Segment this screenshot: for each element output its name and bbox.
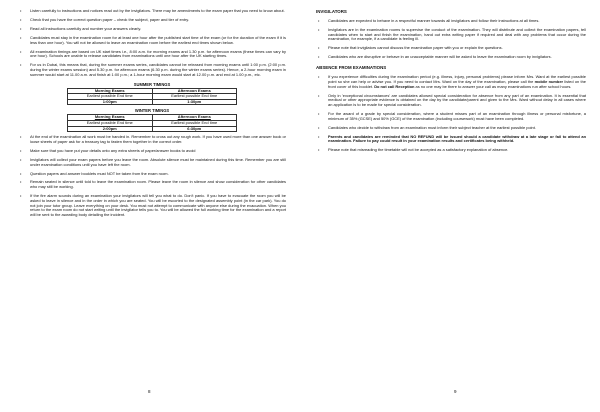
bullet-icon: • <box>20 179 22 185</box>
list-item: • Make sure that you have put your details onto any extra sheets of paper/answer books to avoid <box>20 147 196 153</box>
mobile-number-emphasis: mobile number <box>534 78 564 84</box>
bullet-icon: • <box>20 62 22 68</box>
bullet-icon: • <box>20 25 22 31</box>
bullet-icon: • <box>20 147 22 153</box>
summer-timings-table <box>67 88 237 106</box>
winter-afternoon-time: 6:30pm <box>152 126 237 132</box>
bullet-icon: • <box>318 45 320 51</box>
list-item: • Please note that misreading the timetable will not be accepted as a satisfactory explanation of absence. <box>318 147 509 153</box>
list-item: • Candidates who decide to withdraw from an examination must inform their subject teacher at the earliest possible point. <box>318 124 536 130</box>
bullet-icon: • <box>20 170 22 176</box>
list-item: • For the award of a grade by special consideration, where a student misses part of an examination through illness or personal misfortune, a minimum of 35% (GCSE) and 50% (GCE) of the examination (including coursework) must have been completed. <box>318 110 586 121</box>
bullet-icon: • <box>20 156 22 162</box>
summer-afternoon-header: Afternoon Exams <box>152 88 237 94</box>
list-item: • Candidates who are disruptive or behave in an unacceptable manner will be asked to leave the examination room by invigilators. <box>318 54 552 60</box>
invigilators-heading: INVIGILATORS <box>316 9 347 14</box>
summer-timings-caption: SUMMER TIMINGS <box>133 81 171 87</box>
winter-afternoon-header: Afternoon Exams <box>152 115 237 121</box>
bullet-icon: • <box>20 16 22 22</box>
list-item: • Question papers and answer booklets must NOT be taken from the exam room. <box>20 170 169 176</box>
list-item: • For us in Dubai, this means that, during the summer exams series, candidates cannot be released from morning exams until 1:00 p.m. (2:00 p.m. during the winter exams session) and 5.30 p.m. for afternoon exams (6.30 p.m. during the winter exams series). Hence, a 2-hour morning exam in summer would start at 11.00 a.m. and finish at 1:00 p.m.; a 1-hour morning exam would start at 12.00 p.m. and end at 1.00 p.m., etc. <box>20 62 286 77</box>
rules-list-bottom <box>18 135 286 218</box>
summer-afternoon-subheader: Earliest possible End time <box>152 94 237 100</box>
list-item: • Listen carefully to instructions and notices read out by the invigilators. There may be amendments to the exam paper that you need to know about. <box>20 8 285 13</box>
list-item: • Invigilators are in the examination rooms to supervise the conduct of the examination. They will distribute and collect the examination papers, tell candidates when to start and finish the examination, hand out extra writing paper if required and deal with any problems that occur during the examination, for example, if a candidate is feeling ill. <box>318 26 586 42</box>
page-number-left: 8 <box>148 389 151 394</box>
bullet-icon: • <box>318 147 320 153</box>
list-item: • Please note that invigilators cannot discuss the examination paper with you or explain the questions. <box>318 45 503 51</box>
bullet-icon: • <box>20 8 22 13</box>
refund-notice: Parents and candidates are reminded that NO REFUND will be issued should a candidate withdraw at a late stage or fail to attend an examination. Failure to pay could result in your examination results and certificates being withheld. <box>328 133 586 144</box>
bullet-icon: • <box>20 134 22 140</box>
bullet-icon: • <box>318 18 320 23</box>
list-item: • Candidates must stay in the examination room for at least one hour after the published start time of the exam (or for the duration of the exam if it is less than one hour). You will not be allowed to leave an examination room before the earliest end times shown below. <box>20 34 286 45</box>
list-item: • If the fire alarm sounds during an examination your invigilators will tell you what to do. Don't panic. If you have to evacuate the room you will be asked to leave in silence and in the order in which you are seated. You will be escorted to the designated assembly point (in the car park). You do not join your tutor group. Leave everything on your desk. You must not attempt to communicate with anyone else during the evacuation. When you return to the exam room do not start writing until the invigilator tells you to. You will be allowed the full working time for the examination and a report will be sent to the awarding body detailing the incident. <box>20 193 286 218</box>
summer-afternoon-time: 1:30pm <box>152 99 237 105</box>
list-item: • At the end of the examination all work must be handed in. Remember to cross out any rough work. If you have used more than one answer book or loose sheets of paper ask for a treasury tag to fasten them together in the correct order. <box>20 134 286 144</box>
winter-timings-caption: WINTER TIMINGS <box>134 108 170 114</box>
list-item: • If you experience difficulties during the examination period (e.g. illness, injury, personal problems) please inform Mrs. Ward at the earliest possible point so she can help or advise you. If you need to contact Mrs. Ward on the day of the examination, please call the mobile number listed on the front cover of this booklet. Do not call Reception as no one may be there to answer your call as many examinations run after school hours. <box>318 74 586 89</box>
winter-morning-subheader: Earliest possible End time <box>68 121 153 127</box>
bullet-icon: • <box>318 26 320 32</box>
list-item: • Check that you have the correct question paper – check the subject, paper and tier of entry. <box>20 16 190 22</box>
bullet-icon: • <box>20 48 22 54</box>
absence-heading: ABSENCE FROM EXAMINATIONS <box>316 65 387 71</box>
winter-morning-header: Morning Exams <box>68 115 153 121</box>
bullet-icon: • <box>20 34 22 40</box>
invigilators-list <box>316 19 586 60</box>
summer-morning-header: Morning Exams <box>68 88 153 94</box>
bullet-icon: • <box>318 92 320 98</box>
summer-morning-subheader: Earliest possible End time <box>68 94 153 100</box>
bullet-icon: • <box>318 133 320 139</box>
absence-list <box>316 75 586 153</box>
summer-morning-time: 1:00pm <box>68 99 153 105</box>
do-not-call-reception-emphasis: Do not call Reception <box>374 83 415 89</box>
bullet-icon: • <box>318 110 320 116</box>
list-item <box>316 135 586 145</box>
bullet-icon: • <box>318 54 320 60</box>
winter-afternoon-subheader: Earliest possible End time <box>152 121 237 127</box>
right-page <box>300 0 600 412</box>
bullet-icon: • <box>318 74 320 80</box>
winter-timings-table <box>67 114 237 132</box>
bullet-icon: • <box>318 124 320 130</box>
list-item: • Only in 'exceptional circumstances' are candidates allowed special consideration for absence from any part of an examination. It is essential that medical or other appropriate evidence is obtained on the day by the candidate/parent and given to the Mrs. Ward without delay in all cases where an application is to be made for special consideration. <box>318 92 586 107</box>
winter-morning-time: 2:00pm <box>68 126 153 132</box>
page-number-right: 9 <box>454 389 457 394</box>
list-item: • Candidates are expected to behave in a respectful manner towards all invigilators and follow their instructions at all times. <box>318 18 540 23</box>
rules-list-top <box>18 9 286 77</box>
list-item: • Invigilators will collect your exam papers before you leave the room. Absolute silence must be maintained during this time. Remember you are still under examination conditions until you have left the room. <box>20 156 286 167</box>
list-item: • Remain seated in silence until told to leave the examination room. Please leave the room in silence and show consideration for other candidates who may still be working. <box>20 179 286 190</box>
list-item: • Read all instructions carefully and number your answers clearly. <box>20 25 142 31</box>
bullet-icon: • <box>20 193 22 199</box>
list-item: • All examination timings are based on UK start times i.e., 8:00 a.m. for morning exams and 1.30 p.m. for afternoon exams (these times can vary by one hour). Schools are unable to release candidates from examinations until one hour after the UK starting times. <box>20 48 286 59</box>
